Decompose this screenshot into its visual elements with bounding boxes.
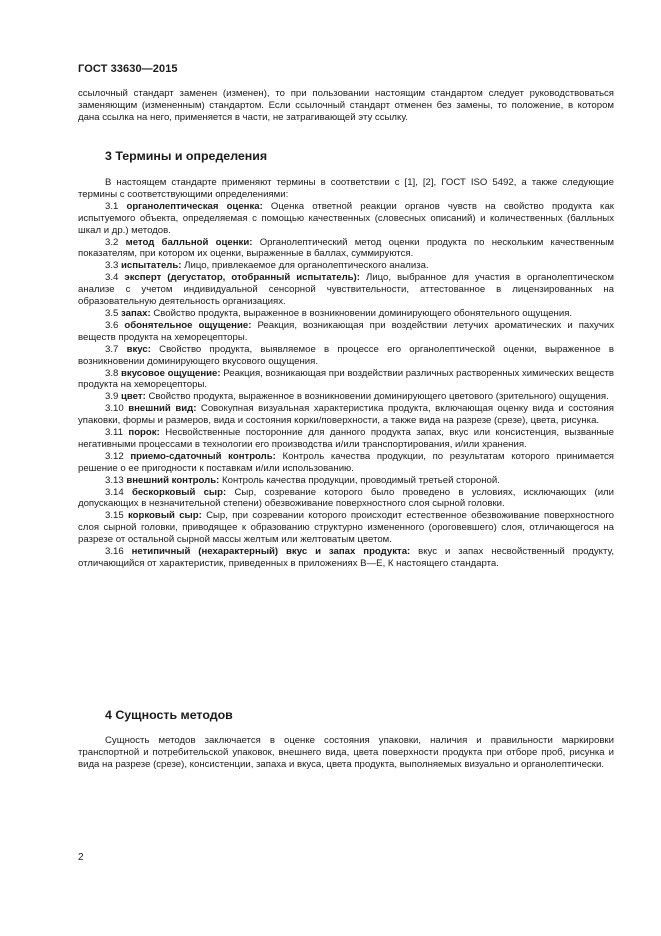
term-text: Контроль качества продукции, по результатам которого принимается решение о ее пригодности к поставкам и/или использованию. [78, 450, 614, 474]
term-definition [78, 308, 614, 320]
term-name: вкус: [126, 343, 151, 355]
term-name: метод балльной оценки: [125, 236, 253, 248]
term-number: 3.8 [105, 367, 119, 379]
section-3-title: 3 Термины и определения [105, 149, 268, 163]
term-definition [78, 487, 614, 511]
term-definition [78, 201, 614, 237]
section-4-body [78, 735, 614, 771]
term-definition [78, 427, 614, 451]
term-text: Органолептический метод оценки продукта по нескольким качественным показателям, при котором их оценки, выраженные в баллах, суммируются. [78, 236, 615, 260]
term-number: 3.9 [105, 391, 119, 403]
term-text: Свойство продукта, выраженное в возникновении доминирующего обонятельного ощущения. [153, 307, 573, 319]
term-number: 3.6 [105, 319, 119, 331]
term-number: 3.3 [105, 260, 119, 272]
intro-paragraph: ссылочный стандарт заменен (изменен), то при пользовании настоящим стандартом следует руководствоваться заменяющим (измененным) стандартом. Если ссылочный стандарт отменен без замены, то положение, в котором дана ссылка на него, применяется в части, не затрагивающей эту ссылку. [78, 88, 614, 123]
term-text: вкус и запах несвойственный продукту, отличающийся от характеристик, приведенных в приложениях В—Е, К настоящего стандарта. [78, 546, 614, 569]
term-name: испытатель: [121, 260, 182, 272]
section-4-title: 4 Сущность методов [105, 708, 233, 722]
term-number: 3.2 [105, 236, 119, 248]
term-number: 3.11 [105, 427, 123, 439]
term-definition [78, 368, 614, 392]
term-name: эксперт (дегустатор, отобранный испытатель): [124, 272, 360, 284]
term-number: 3.16 [105, 546, 124, 558]
term-number: 3.10 [105, 403, 124, 415]
term-name: приемо-сдаточный контроль: [130, 450, 276, 462]
term-name: внешний вид: [128, 403, 197, 415]
term-number: 3.15 [105, 510, 124, 522]
term-text: Свойство продукта, выявляемое в процессе его органолептической оценки, выраженное в возникновении доминирующего вкусового ощущения. [78, 343, 615, 367]
term-name: корковый сыр: [127, 510, 202, 522]
term-definition [78, 510, 614, 546]
term-number: 3.14 [105, 486, 124, 498]
term-text: Лицо, выбранное для участия в органолептическом анализе с учетом индивидуальной сенсорной чувствительности, аттестованное в лицензированных на образовательную деятельность организациях. [78, 272, 614, 308]
term-text: Оценка ответной реакции органов чувств на свойство продукта как испытуемого объекта, определяемая с помощью качественных (словесных описаний) и количественных (балльных шкал и др.) методов. [78, 200, 614, 236]
term-text: Несвойственные посторонние для данного продукта запах, вкус или консистенция, вызванные негативными процессами в технологии его производства и/или транспортирования, и/или хранения. [78, 427, 614, 450]
term-text: Реакция, возникающая при воздействии летучих ароматических и пахучих веществ продукта на хеморецепторы. [78, 319, 615, 343]
term-text: Контроль качества продукции, проводимый третьей стороной. [222, 474, 500, 486]
term-definition [78, 475, 614, 487]
term-name: внешний контроль: [126, 474, 220, 486]
term-definition [78, 320, 614, 344]
term-number: 3.7 [105, 343, 119, 355]
term-name: нетипичный (нехарактерный) вкус и запах продукта: [131, 546, 411, 558]
term-name: порок: [128, 427, 160, 439]
term-definition [78, 403, 614, 427]
intro-paragraph-block [78, 88, 614, 124]
term-number: 3.13 [105, 474, 124, 486]
term-text: Сыр, созревание которого было проведено в условиях, исключающих (или допускающих в незначительной степени) обезвоживание поверхностного слоя сырной головки. [78, 486, 615, 510]
term-text: Совокупная визуальная характеристика продукта, включающая оценку вида и состояния упаковки, формы и размеров, вида и состояния корки/поверхности, а также вида на разрезе (срезе), цвета, рисунка. [78, 403, 614, 427]
term-number: 3.12 [105, 450, 124, 462]
term-definition [78, 344, 614, 368]
section-4-paragraph: Сущность методов заключается в оценке состояния упаковки, наличия и правильности маркировки транспортной и потребительской упаковок, внешнего вида, цвета поверхности продукта при отборе проб, рисунка и вида на разрезе (срезе), консистенции, запаха и вкуса, цвета продукта, выполняемых визуально и органолептически. [78, 735, 614, 770]
term-number: 3.5 [105, 307, 119, 319]
term-definition [78, 272, 614, 308]
term-text: Реакция, возникающая при воздействии различных растворенных химических веществ продукта на хеморецепторы. [78, 367, 614, 391]
term-name: бескорковый сыр: [131, 486, 227, 498]
term-definition [78, 391, 614, 403]
term-text: Свойство продукта, выраженное в возникновении доминирующего цветового (зрительного) ощущения. [148, 391, 609, 403]
term-definition [78, 237, 614, 261]
term-definition [78, 260, 614, 272]
term-name: органолептическая оценка: [126, 200, 263, 212]
page-number: 2 [78, 852, 84, 863]
section-3-body [78, 177, 614, 570]
term-name: цвет: [121, 391, 146, 403]
term-name: обонятельное ощущение: [124, 319, 252, 331]
term-definition [78, 546, 614, 570]
term-text: Сыр, при созревании которого происходит естественное обезвоживание поверхностного слоя сырной головки, приводящее к образованию структурно измененного (ороговевшего) слоя, отличающегося на разрезе от остальной сырной массы желтым или желтоватым цветом. [78, 510, 614, 546]
term-name: запах: [121, 307, 151, 319]
document-code-header: ГОСТ 33630—2015 [78, 63, 178, 75]
term-text: Лицо, привлекаемое для органолептического анализа. [184, 260, 429, 272]
term-number: 3.4 [105, 272, 119, 284]
term-name: вкусовое ощущение: [121, 367, 221, 379]
section-3-intro: В настоящем стандарте применяют термины в соответствии с [1], [2], ГОСТ ISO 5492, а также следующие термины с соответствующими определениями: [78, 177, 614, 200]
term-number: 3.1 [105, 200, 119, 212]
term-definition [78, 451, 614, 475]
